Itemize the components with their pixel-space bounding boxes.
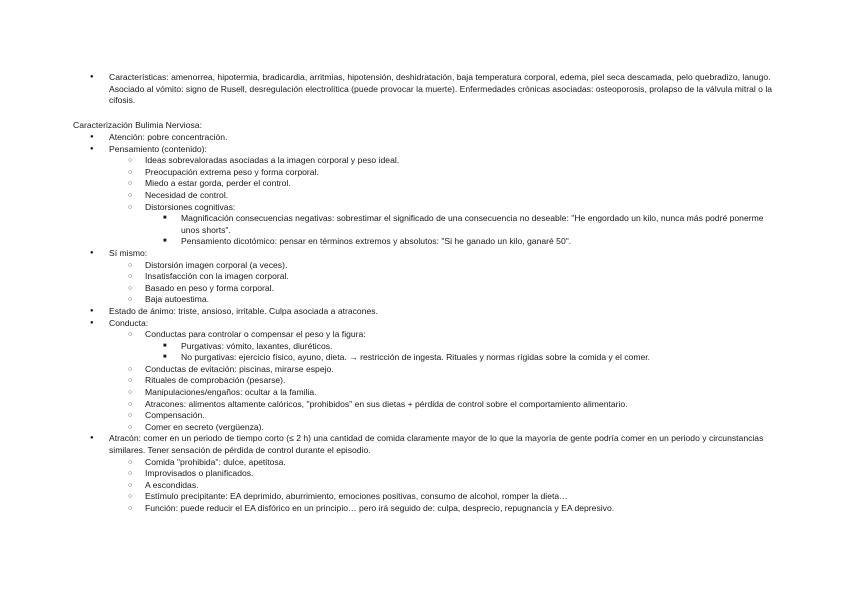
list-item: ○ Basado en peso y forma corporal.: [145, 283, 774, 295]
sublist: [145, 457, 774, 515]
list-item: [109, 144, 774, 248]
list-item: ○ Distorsión imagen corporal (a veces).: [145, 260, 774, 272]
list-item: ○ Compensación.: [145, 410, 774, 422]
list-item: ○ Estímulo precipitante: EA deprimido, aburrimiento, emociones positivas, consumo de alcohol, romper la dieta…: [145, 491, 774, 503]
bulimia-list: [109, 132, 774, 515]
list-item: ○ Manipulaciones/engaños: ocultar a la familia.: [145, 387, 774, 399]
section-title: Caracterización Bulimia Nerviosa:: [73, 120, 202, 130]
list-item: ○ Miedo a estar gorda, perder el control.: [145, 178, 774, 190]
list-item: [145, 329, 774, 364]
list-item: ○ Insatisfacción con la imagen corporal.: [145, 271, 774, 283]
item-label: Pensamiento (contenido):: [109, 143, 207, 154]
list-item: ○ Conductas de evitación: piscinas, mirarse espejo.: [145, 364, 774, 376]
item-label: Distorsiones cognitivas:: [145, 201, 236, 212]
item-label: Sí mismo:: [109, 247, 148, 258]
list-item: ○ Comer en secreto (vergüenza).: [145, 422, 774, 434]
item-label: Conductas para controlar o compensar el peso y la figura:: [145, 329, 366, 340]
list-item: ○ Baja autoestima.: [145, 294, 774, 306]
list-item: ■ Purgativas: vómito, laxantes, diuréticos.: [181, 341, 774, 353]
sublist: [145, 155, 774, 248]
sublist: [181, 213, 774, 248]
list-item: ○ Función: puede reducir el EA disfórico en un principio… pero irá seguido de: culpa, desprecio, repugnancia y EA depresivo.: [145, 503, 774, 515]
item-label: Conducta:: [109, 317, 149, 328]
list-item: ● Atención: pobre concentración.: [109, 132, 774, 144]
characteristics-list: [109, 72, 774, 107]
list-item: ○ Necesidad de control.: [145, 190, 774, 202]
list-item: [145, 202, 774, 248]
sublist: [145, 329, 774, 433]
list-item: [109, 433, 774, 514]
list-item: ○ Atracones: alimentos altamente calóricos, "prohibidos" en sus dietas + pérdida de control sobre el comportamiento alimentario.: [145, 399, 774, 411]
list-item: [109, 248, 774, 306]
sublist: [145, 260, 774, 306]
list-item: ○ Ideas sobrevaloradas asociadas a la imagen corporal y peso ideal.: [145, 155, 774, 167]
list-item: ○ Comida "prohibida": dulce, apetitosa.: [145, 457, 774, 469]
list-item: ○ A escondidas.: [145, 480, 774, 492]
item-label: Atracón: comer en un periodo de tiempo corto (≤ 2 h) una cantidad de comida claramente mayor de lo que la mayoría de gente podría comer en un periodo y circunstancias similares. Tener sensación de pérdida de control durante el episodio.: [109, 433, 764, 456]
list-item: [109, 318, 774, 434]
list-item: ● Características: amenorrea, hipotermia, bradicardia, arritmias, hipotensión, deshidratación, baja temperatura corporal, edema, piel seca descamada, pelo quebradizo, lanugo. Asociado al vómito: signo de Rusell, desregulación electrolítica (puede provocar la muerte). Enfermedades crónicas asociadas: osteoporosis, prolapso de la válvula mitral o la cifosis.: [109, 72, 774, 107]
list-item: ○ Rituales de comprobación (pesarse).: [145, 375, 774, 387]
list-item: ○ Preocupación extrema peso y forma corporal.: [145, 167, 774, 179]
sublist: [181, 341, 774, 364]
list-item: ● Estado de ánimo: triste, ansioso, irritable. Culpa asociada a atracones.: [109, 306, 774, 318]
list-item: ○ Improvisados o planificados.: [145, 468, 774, 480]
list-item: ■ Magnificación consecuencias negativas: sobrestimar el significado de una consecuencia no deseable: "He engordado un kilo, nunca más podré ponerme unos shorts".: [181, 213, 774, 236]
list-item: ■ No purgativas: ejercicio físico, ayuno, dieta. → restricción de ingesta. Rituales y normas rígidas sobre la comida y el comer.: [181, 352, 774, 364]
list-item: ■ Pensamiento dicotómico: pensar en términos extremos y absolutos: "Si he ganado un kilo, ganaré 50".: [181, 236, 774, 248]
